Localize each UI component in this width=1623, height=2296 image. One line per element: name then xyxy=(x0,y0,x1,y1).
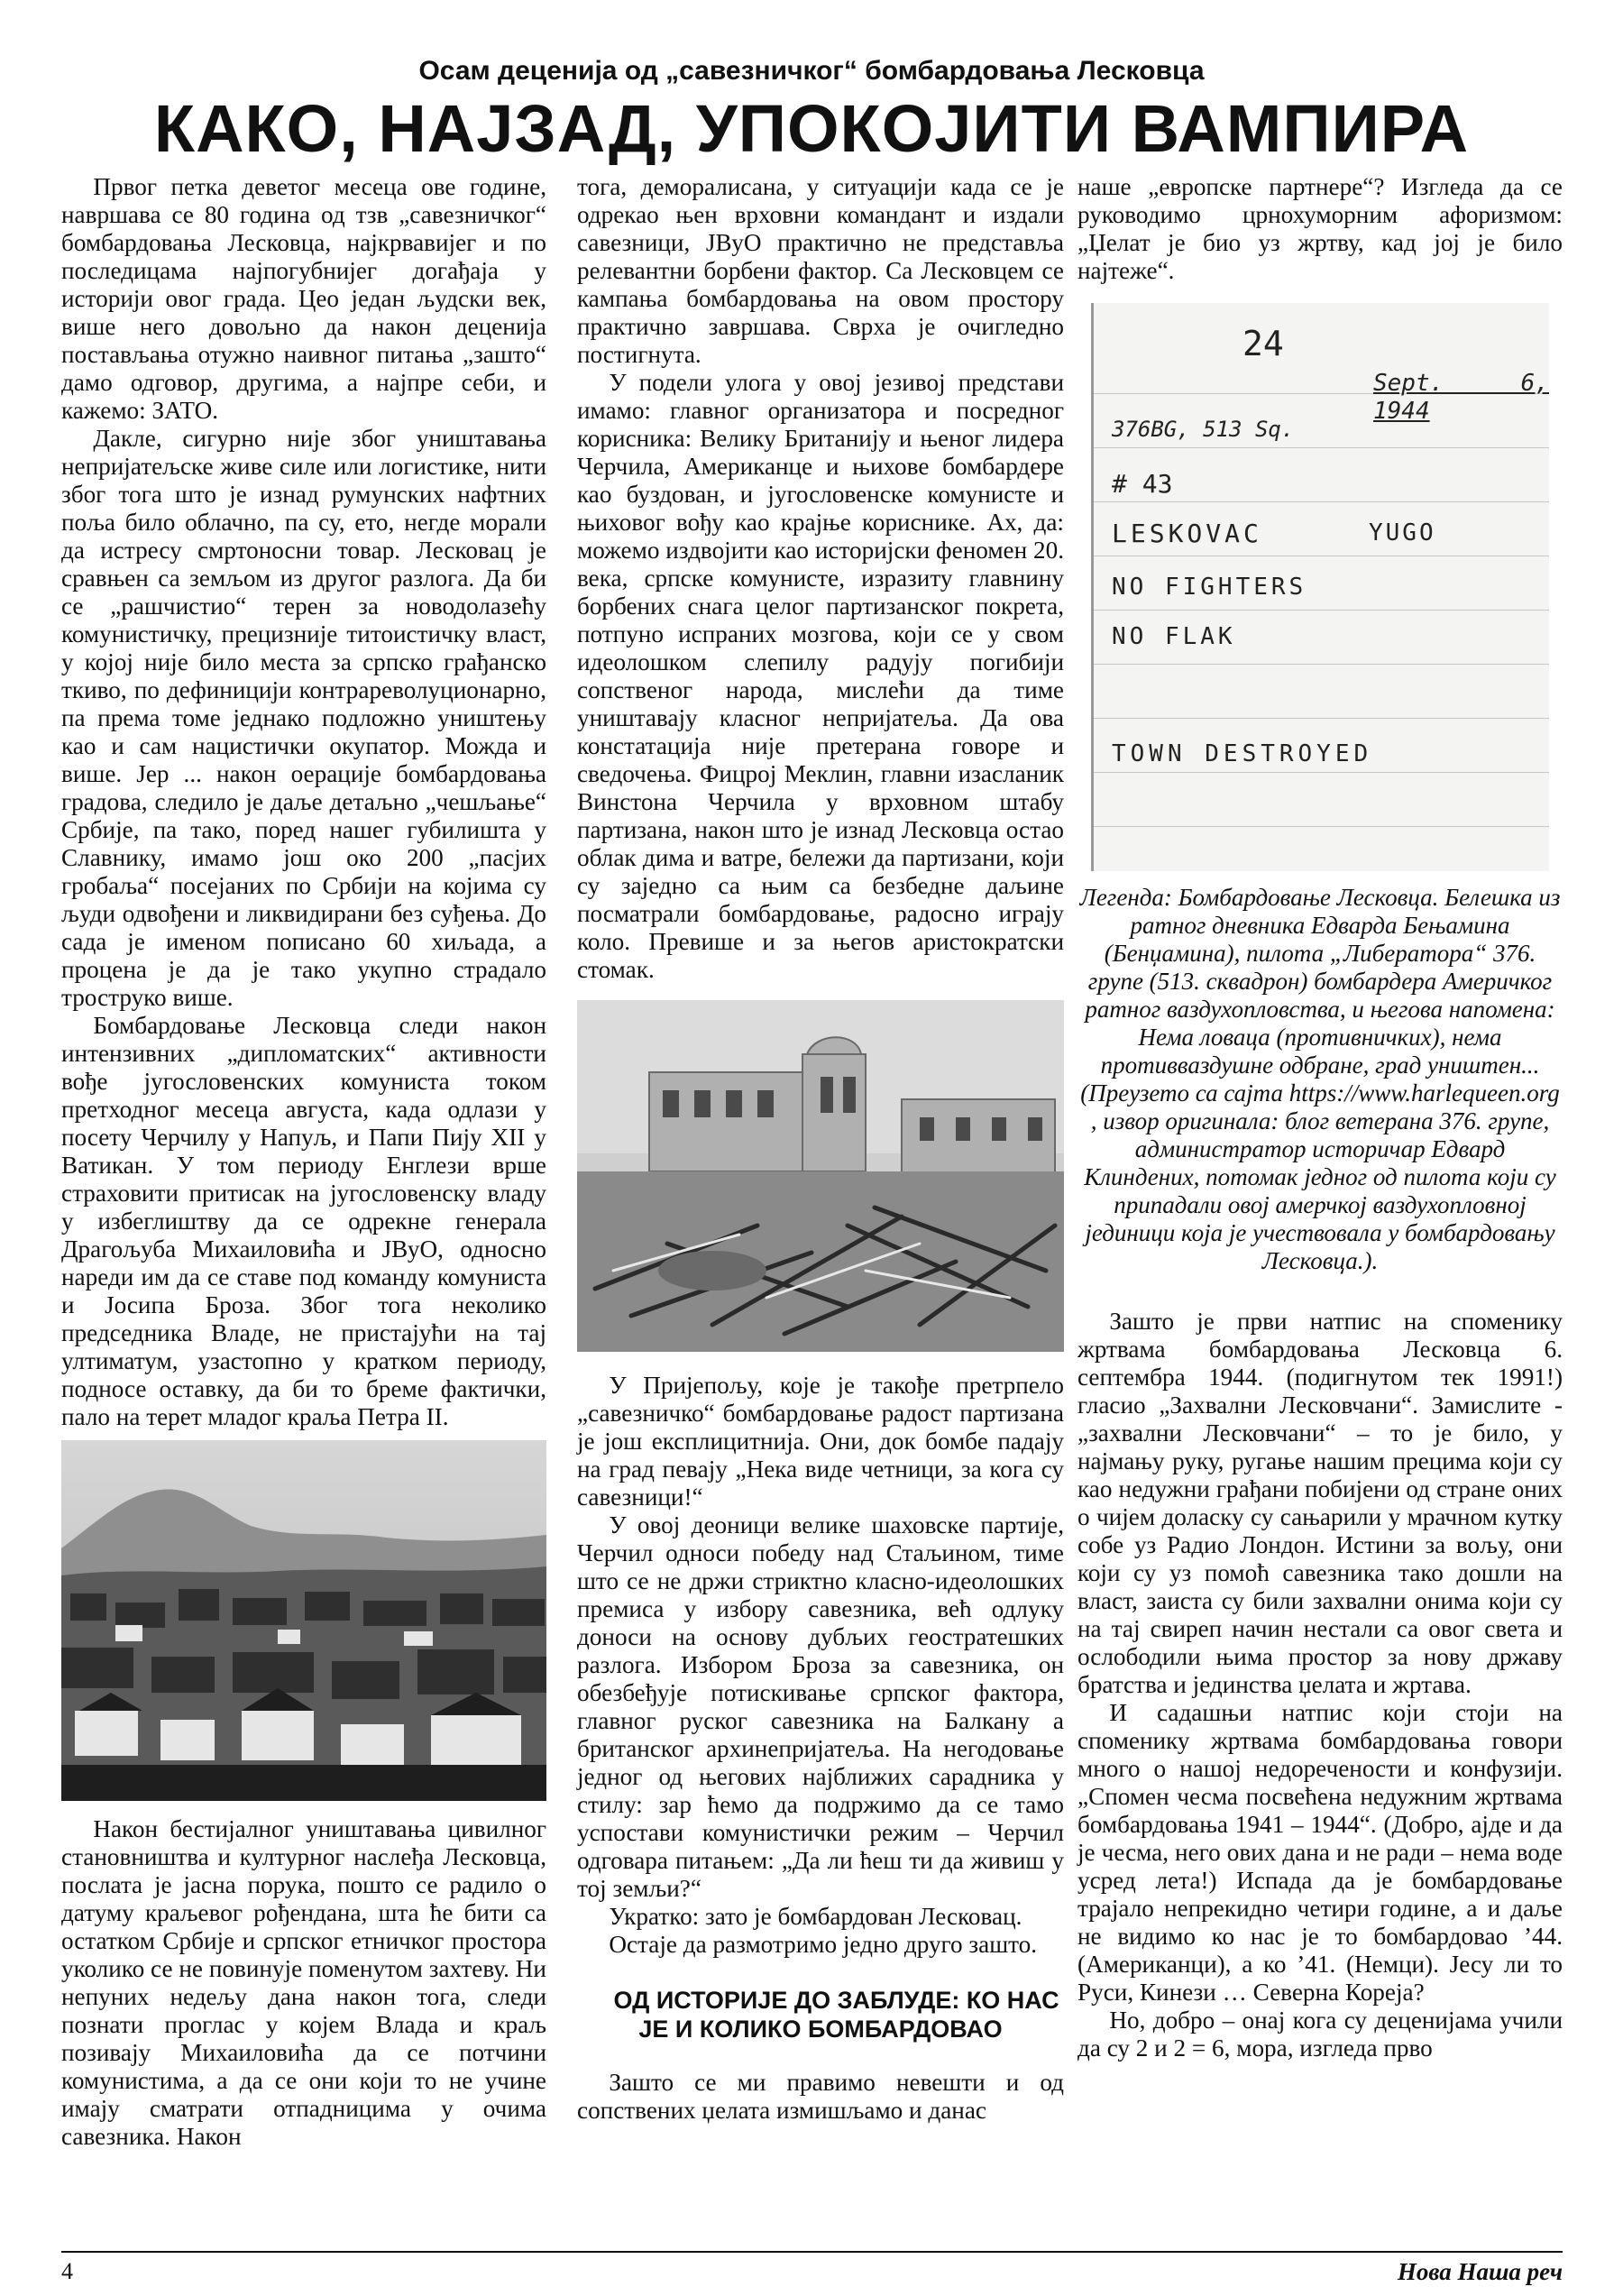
paragraph: тога, деморалисана, у ситуацији када се је одрекао њен врховни командант и издали савезници, ЈВуО практично не представља релевантни борбени фактор. Са Лесковцем се кампања бомбардовања на овом простору практично завршава. Сврха је очигледно постигнута. xyxy=(577,173,1064,368)
footer-rule xyxy=(61,2251,1563,2253)
diary-note-card xyxy=(1091,303,1549,871)
leskovac-town-photo xyxy=(61,1440,546,1801)
note-line-2: NO FLAK xyxy=(1112,623,1236,650)
paragraph: Првог петка деветог месеца ове године, навршава се 80 година од тзв „савезничког“ бомбардовања Лесковца, најкрвавијег и по последицама најпогубнијег догађаја у историји овог града. Цео један људски век, више него довољно да након деценија постављања отужно наивног питања „зашто“ дамо одговор, другима, а најпре себи, и кажемо: ЗАТО. xyxy=(61,173,546,424)
paragraph: У Пријепољу, које је такође претрпело „савезничко“ бомбардовање радост партизана је још експлицитнија. Они, док бомбе падају на град певају „Нека виде четници, за кога су савезници!“ xyxy=(577,1372,1064,1511)
note-line-3: TOWN DESTROYED xyxy=(1112,740,1373,767)
ruins-photo xyxy=(577,1000,1064,1352)
paragraph: И садашњи натпис који стоји на споменику жртвама бомбардовања говори много о нашој недоречености и конфузији. „Спомен чесма посвећена недужним жртвама бомбардовања 1941 – 1944“. (Добро, ајде и да је чесма, него ових дана и не ради – нема воде усред лета!) Испада да је бомбардовање трајало непрекидно четири године, а и даље не видимо ко нас је то бомбардовао ’44. (Американци), а ко ’41. (Немци). Јесу ли то Руси, Кинези … Северна Кореја? xyxy=(1077,1699,1563,2006)
column-2 xyxy=(577,173,1064,2125)
note-number: 24 xyxy=(1242,324,1284,363)
page-number: 4 xyxy=(61,2258,73,2284)
column-1 xyxy=(61,173,546,2151)
paragraph: Зашто је први натпис на споменику жртвама бомбардовања Лесковца 6. септембра 1944. (подигнутом тек 1991!) гласио „Захвални Лесковчани“. Замислите - „захвални Лесковчани“ – то је било, у најмању руку, ругање нашим прецима који су као недужни грађани побијени од стране оних о чијем доласку су сањарили у мрачном кутку собе уз Радио Лондон. Истини за вољу, они који су уз помоћ савезника тако дошли на власт, заиста су били захвални онима који су на тај свиреп начин нестали са овог света и ослободили њима простор за нову државу братства и јединства џелата и жртава. xyxy=(1077,1308,1563,1698)
town-ruins-image xyxy=(61,1440,546,1801)
note-unit: 376BG, 513 Sq. xyxy=(1112,417,1295,442)
paragraph: У подели улога у овој језивој представи имамо: главног организатора и посредног корисника: Велику Британију и њеног лидера Черчила, Американце и њихове бомбардере као буздован, и југословенске комунисте и њиховог вођу као крајње кориснике. Ах, да: можемо издвојити као историјски феномен 20. века, српске комунисте, изразиту главнину борбених снага целог партизанског покрета, потпуно испраних мозгова, који се у свом идеолошком слепилу радују погибији сопственог народа, мислећи да тиме уништавају класног непријатеља. Да ова констатација није претерана говоре и сведочења. Фицрој Меклин, главни изасланик Винстона Черчила у врховном штабу партизана, након што је изнад Лесковца остао облак дима и ватре, бележи да партизани, који су заједно са њим са безбедне даљине посматрали бомбардовање, радосно играју коло. Превише и за његов аристократски стомак. xyxy=(577,369,1064,983)
headline: КАКО, НАЈЗАД, УПОКОЈИТИ ВАМПИРА xyxy=(153,91,1470,166)
paragraph: У овој деоници велике шаховске партије, Черчил односи победу над Стаљином, тиме што се не држи стриктно класно-идеолошких премиса у избору савезника, већ одлуку доноси на основу дубљих геостратешких разлога. Избором Броза за савезника, он обезбеђује потискивање српског фактора, главног руског савезника на Балкану а британског архинепријатеља. На негодовање једног од његових најближих сарадника у стилу: зар ћемо да подржимо да се тамо успостави комунистички режим – Черчил одговара питањем: „Да ли ћеш ти да живиш у тој земљи?“ xyxy=(577,1511,1064,1902)
kicker: Осам деценија од „савезничког“ бомбардовања Лесковца xyxy=(418,56,1205,86)
note-date: Sept. 6, 1944 xyxy=(1373,370,1549,425)
paragraph: наше „европске партнере“? Изгледа да се руководимо црнохуморним афоризмом: „Џелат је био уз жртву, кад јој је било најтеже“. xyxy=(1077,173,1563,284)
paragraph: Зашто се ми правимо невешти и од сопствених џелата измишљамо и данас xyxy=(577,2069,1064,2124)
paragraph: Дакле, сигурно није због уништавања непријатељске живе силе или логистике, нити због тога што је изнад румунских нафтних поља било облачно, па су, ето, негде морали да истресу смртоносни товар. Лесковац је сравњен са земљом из другог разлога. Да би се „рашчистио“ терен за новодолазећу комунистичку, прецизније титоистичку власт, у којој није било места за српско грађанско ткиво, по дефиницији контрареволуционарно, па према томе једнако подложно уништењу као и сам нацистички окупатор. Можда и више. Јер ... након оерације бомбардовања градова, следило је даље детаљно „чешљање“ Србије, па тако, поред нашег губилишта у Славнику, имамо још око 200 „пасјих гробаља“ посејаних по Србији на којима су људи одвођени и ликвидирани без суђења. До сада је именом пописано 60 хиљада, а процена је да је тако укупно страдало троструко више. xyxy=(61,425,546,1011)
paragraph: Укратко: зато је бомбардован Лесковац. xyxy=(609,1903,1022,1930)
paragraph: Но, добро – онај кога су деценијама учили да су 2 и 2 = 6, мора, изгледа прво xyxy=(1077,2007,1563,2062)
paragraph: Остаје да размотримо једно друго зашто. xyxy=(609,1931,1038,1958)
photo-caption: Легенда: Бомбардовање Лесковца. Белешка из ратног дневника Едварда Бењамина (Бенџамина), пилота „Либератора“ 376. групе (513. сквадрон) бомбардера Америчког ратног ваздухопловства, и његова напомена: Нема ловаца (противничких), нема противваздушне одбране, град уништен... (Преузето са сајта https://www.harlequeen.org , извор оригинала: блог ветерана 376. групе, администратор историчар Едвард Клиндених, потомак једног од пилота који су припадали овој амерчкој ваздухопловној јединици која је учествовала у бомбардовању Лесковца.). xyxy=(1079,884,1561,1274)
note-country: YUGO xyxy=(1369,519,1436,546)
publication-masthead: Нова Наша реч xyxy=(1397,2258,1563,2285)
column-3 xyxy=(1077,173,1563,2062)
section-subheading: ОД ИСТОРИЈЕ ДО ЗАБЛУДЕ: КО НАС ЈЕ И КОЛИКО БОМБАРДОВАО xyxy=(613,1987,1059,2043)
paragraph: Бомбардовање Лесковца следи након интензивних „дипломатских“ активности вође југословенских комуниста током претходног месеца августа, када одлази у посету Черчилу у Напуљ, и Папи Пију XII у Ватикан. У том периоду Енглези врше страховити притисак на југословенску владу у избеглиштву да се одрекне генерала Драгољуба Михаиловића и ЈВуО, односно нареди им да се ставе под команду комуниста и Јосипа Броза. Због тога неколико председника Владе, не пристајући на тај ултиматум, узастопно у кратком периоду, подносе оставку, да би то бреме фактички, пало на терет младог краља Петра II. xyxy=(61,1012,546,1430)
note-mission: # 43 xyxy=(1112,469,1173,499)
bombed-buildings-image xyxy=(577,1000,1064,1352)
note-target: LESKOVAC xyxy=(1112,519,1262,548)
paragraph: Након бестијалног уништавања цивилног становништва и културног наслеђа Лесковца, послата је јасна порука, пошто се радило о датуму краљевог рођендана, шта ће бити са остатком Србије и српског етничког простора уколико се не повинује поменутом захтеву. Ни непуних недељу дана након тога, следи познати проглас у којем Влада и краљ позивају Михаиловића да се потчини комунистима, а да се они који то не учине имају сматрати отпадницима у очима савезника. Након xyxy=(61,1815,546,2150)
note-line-1: NO FIGHTERS xyxy=(1112,574,1307,601)
